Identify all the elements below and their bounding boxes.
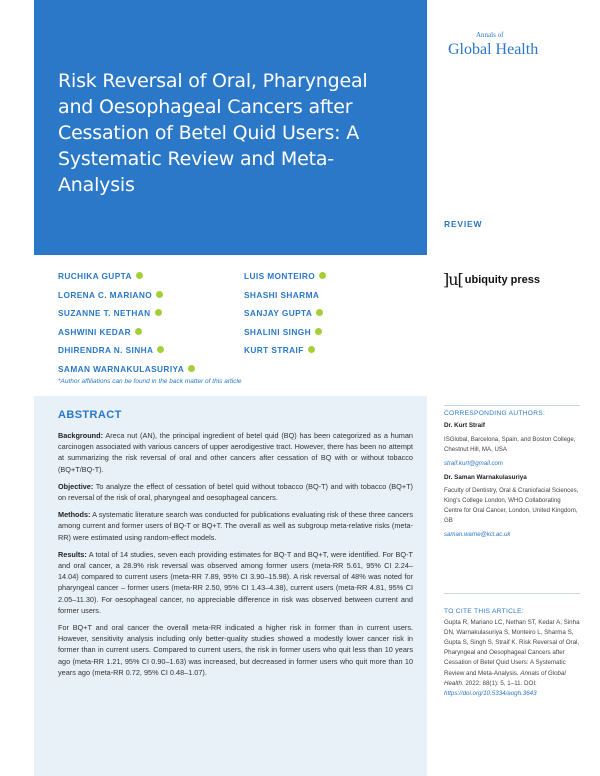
citation-journal: Annals of Global Health. (444, 669, 566, 687)
article-type-label: REVIEW (444, 219, 483, 229)
author-name[interactable]: SAMAN WARNAKULASURIYA (58, 364, 195, 383)
abstract-body (58, 430, 413, 684)
abstract-results: Results: A total of 14 studies, seven each providing estimates for BQ-T and BQ+T, were identified. For BQ-T and oral cancer, a 28.9% risk reversal was observed among former users (meta-RR 5.61, 95% CI 2.24–14.04) compared to current users (meta-RR 7.89, 95% CI 3.90–15.98). A risk reversal of 48% was noted for pharyngeal cancer – former users (meta-RR 2.50, 95% CI 1.43–4.38), current users (meta-RR 4.81, 95% CI 2.05–11.30). For oesophageal cancer, no appreciable difference in risk was observed between current and former users. (58, 549, 413, 615)
abstract-objective: Objective: To analyze the effect of cessation of betel quid without tobacco (BQ-T) and with tobacco (BQ+T) on reversal of the risk of oral, pharyngeal and oesophageal cancers. (58, 481, 413, 503)
author-name[interactable]: LUIS MONTEIRO (244, 271, 326, 290)
publisher-name: ubiquity press (464, 273, 540, 286)
orcid-icon[interactable] (319, 272, 326, 279)
citation-block (444, 607, 580, 699)
abstract-background: Background: Areca nut (AN), the principal ingredient of betel quid (BQ) has been categorized as a human carcinogen associated with various cancers of upper aerodigestive tract. However, there has been no attempt at summarizing the risk reversal of oral and other cancers after cessation of BQ with or without tobacco (BQ+T/BQ-T). (58, 431, 413, 474)
corresponding-author-name: Dr. Kurt Straif (444, 421, 485, 429)
orcid-icon[interactable] (188, 365, 195, 372)
corresponding-author-email[interactable]: saman.warne@kcl.ac.uk (444, 531, 511, 539)
author-name[interactable]: KURT STRAIF (244, 345, 326, 364)
author-name[interactable]: SUZANNE T. NETHAN (58, 308, 195, 327)
author-list-right (244, 271, 326, 364)
corresponding-author-email[interactable]: straif.kurt@gmail.com (444, 459, 504, 467)
orcid-icon[interactable] (308, 346, 315, 353)
orcid-icon[interactable] (315, 328, 322, 335)
abstract-heading: ABSTRACT (58, 409, 122, 421)
orcid-icon[interactable] (135, 328, 142, 335)
corresponding-author-affiliation: ISGlobal, Barcelona, Spain, and Boston College, Chestnut Hill, MA, USA (444, 435, 576, 453)
author-name[interactable]: SHASHI SHARMA (244, 289, 320, 300)
citation-text: Gupta R, Mariano LC, Nethan ST, Kedar A, Sinha DN, Warnakulasuriya S, Monteiro L, Sharma S, Gupta S, Singh S, Straif K. Risk Reversal of Oral, Pharyngeal and Oesophageal Cancers after Cessation of Betel Quid Users: A Systematic Review and Meta-Analysis. Annals of Global Health. 2022; 88(1): 5, 1–11. DOI: https://doi.org/10.5334/aogh.3643 (444, 619, 580, 697)
abstract-methods: Methods: A systematic literature search was conducted for publications evaluating risk of these three cancers among current and former users of BQ-T or BQ+T. The overall as well as subgroup meta-relative risks (meta-RR) were estimated using random-effect models. (58, 510, 414, 542)
abstract-methods-label: Methods: (58, 510, 91, 520)
orcid-icon[interactable] (157, 346, 164, 353)
journal-logo (448, 31, 588, 60)
publisher-logo (443, 270, 540, 289)
author-name[interactable]: RUCHIKA GUPTA (58, 271, 195, 290)
citation-doi-link[interactable]: https://doi.org/10.5334/aogh.3643 (444, 689, 537, 697)
article-title: Risk Reversal of Oral, Pharyngeal and Oesophageal Cancers after Cessation of Betel Quid Users: A Systematic Review and Meta-Analysis (58, 70, 368, 196)
orcid-icon[interactable] (155, 309, 162, 316)
corresponding-author-name: Dr. Saman Warnakulasuriya (444, 473, 527, 481)
citation-label: TO CITE THIS ARTICLE: (444, 608, 524, 615)
author-name[interactable]: ASHWINI KEDAR (58, 327, 195, 346)
publisher-mark: ]u[ (443, 270, 463, 289)
orcid-icon[interactable] (156, 291, 163, 298)
corresponding-authors (444, 409, 580, 540)
author-name[interactable]: DHIRENDRA N. SINHA (58, 345, 195, 364)
abstract-objective-label: Objective: (58, 481, 94, 491)
corresponding-authors-label: CORRESPONDING AUTHORS: (444, 410, 546, 417)
abstract-results-continued: For BQ+T and oral cancer the overall meta-RR indicated a higher risk in former than in current users. However, sensitivity analysis including only better-quality studies showed a modestly lower cancer risk in former than in current users. Compared to current users, the risk in former users who quit less than 10 years ago (meta-RR 1.21, 95% CI 0.90–1.63) was increased, but decreased in former users who quit more than 10 years ago (meta-RR 0.72, 95% CI 0.48–1.07). (58, 623, 413, 677)
orcid-icon[interactable] (316, 309, 323, 316)
abstract-results-label: Results: (58, 549, 87, 559)
corresponding-author-affiliation: Faculty of Dentistry, Oral & Craniofacial Sciences, King's College London, WHO Collaborating Centre for Oral Cancer, London, United Kingdom, GB (444, 487, 579, 525)
journal-logo-small: Annals of (476, 31, 504, 39)
author-name[interactable]: SANJAY GUPTA (244, 308, 326, 327)
divider (444, 405, 580, 406)
affiliation-note: *Author affiliations can be found in the back matter of this article (58, 378, 242, 385)
author-list-left (58, 271, 195, 382)
orcid-icon[interactable] (136, 272, 143, 279)
abstract-background-label: Background: (58, 431, 103, 440)
author-name[interactable]: SHALINI SINGH (244, 327, 326, 346)
journal-logo-name: Global Health (448, 41, 539, 58)
open-access-icon (380, 30, 406, 66)
divider (444, 593, 580, 594)
author-name[interactable]: LORENA C. MARIANO (58, 290, 195, 309)
